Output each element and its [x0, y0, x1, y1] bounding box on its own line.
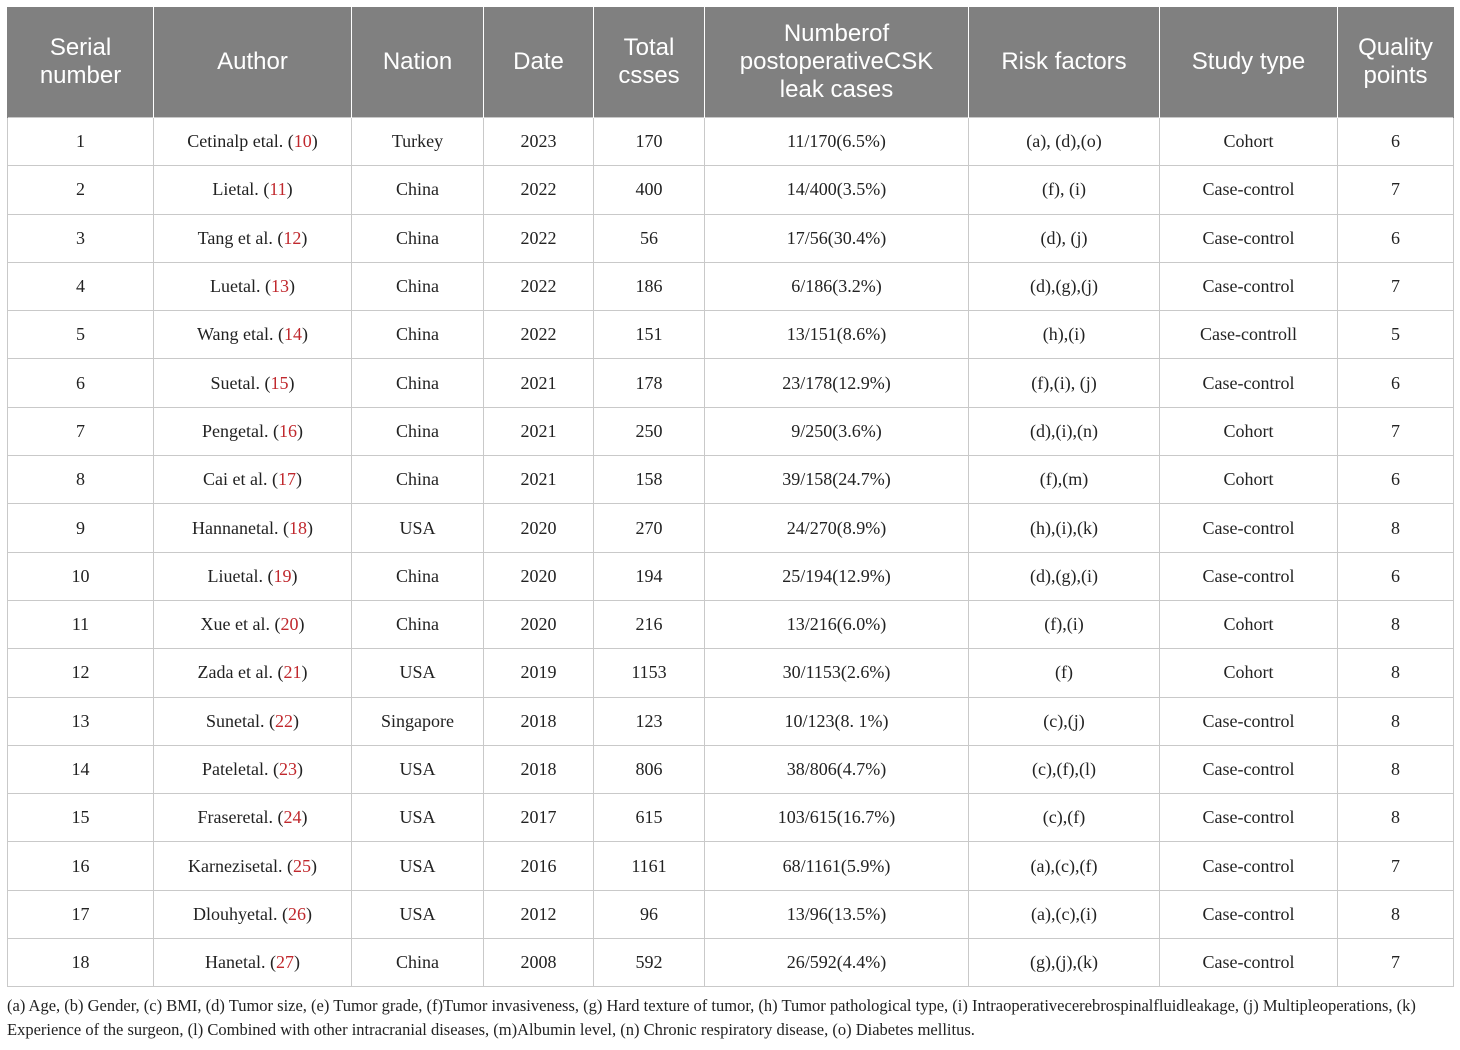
author-name: Zada et al.: [197, 662, 273, 683]
author-name: Lietal.: [212, 179, 259, 200]
total-cases-cell: 178: [594, 359, 705, 407]
date-cell: 2020: [484, 600, 594, 648]
nation-cell: China: [352, 214, 484, 262]
nation-cell: USA: [352, 504, 484, 552]
author-name: Karnezisetal.: [188, 855, 283, 876]
reference-link[interactable]: 27: [275, 952, 294, 973]
header-study-type: Study type: [1160, 7, 1338, 118]
study-type-cell: Case-control: [1160, 890, 1338, 938]
total-cases-cell: 1153: [594, 649, 705, 697]
table-row: [8, 745, 1454, 793]
author-cell: Lietal. (11): [154, 166, 352, 214]
table-header: [8, 7, 1454, 118]
reference-link[interactable]: 18: [288, 517, 307, 538]
date-cell: 2022: [484, 166, 594, 214]
author-name: Pateletal.: [202, 759, 269, 779]
quality-points-cell: 8: [1338, 649, 1454, 697]
quality-points-cell: 6: [1338, 552, 1454, 600]
header-nation: Nation: [352, 7, 484, 118]
serial-number-cell: 11: [8, 600, 154, 648]
nation-cell: China: [352, 311, 484, 359]
date-cell: 2022: [484, 214, 594, 262]
total-cases-cell: 250: [594, 407, 705, 455]
study-table-container: [7, 7, 1453, 987]
nation-cell: China: [352, 359, 484, 407]
study-type-cell: Case-control: [1160, 552, 1338, 600]
leak-cases-cell: 30/1153(2.6%): [705, 649, 969, 697]
nation-cell: USA: [352, 649, 484, 697]
author-cell: Tang et al. (12): [154, 214, 352, 262]
author-cell: Hannanetal. (18): [154, 504, 352, 552]
table-row: [8, 552, 1454, 600]
author-cell: Xue et al. (20): [154, 600, 352, 648]
leak-cases-cell: 10/123(8. 1%): [705, 697, 969, 745]
risk-factors-cell: (d),(i),(n): [969, 407, 1160, 455]
serial-number-cell: 14: [8, 745, 154, 793]
quality-points-cell: 6: [1338, 456, 1454, 504]
author-name: Sunetal.: [206, 710, 265, 731]
leak-cases-cell: 14/400(3.5%): [705, 166, 969, 214]
reference-link[interactable]: 16: [278, 420, 297, 441]
quality-points-cell: 7: [1338, 939, 1454, 987]
date-cell: 2021: [484, 407, 594, 455]
author-name: Dlouhyetal.: [193, 903, 278, 924]
author-name: Xue et al.: [200, 614, 270, 635]
quality-points-cell: 8: [1338, 890, 1454, 938]
nation-cell: China: [352, 262, 484, 310]
study-type-cell: Case-control: [1160, 262, 1338, 310]
study-type-cell: Case-control: [1160, 745, 1338, 793]
header-leak-cases: Numberof postoperativeCSK leak cases: [705, 7, 969, 118]
leak-cases-cell: 13/216(6.0%): [705, 600, 969, 648]
serial-number-cell: 18: [8, 939, 154, 987]
risk-factors-cell: (h),(i): [969, 311, 1160, 359]
leak-cases-cell: 13/96(13.5%): [705, 890, 969, 938]
nation-cell: Singapore: [352, 697, 484, 745]
date-cell: 2021: [484, 359, 594, 407]
reference-link[interactable]: 22: [275, 710, 293, 731]
total-cases-cell: 158: [594, 456, 705, 504]
study-type-cell: Case-control: [1160, 359, 1338, 407]
table-row: [8, 649, 1454, 697]
table-row: [8, 794, 1454, 842]
risk-factors-cell: (c),(f),(l): [969, 745, 1160, 793]
date-cell: 2022: [484, 311, 594, 359]
quality-points-cell: 7: [1338, 166, 1454, 214]
reference-link[interactable]: 17: [277, 469, 296, 490]
quality-points-cell: 8: [1338, 794, 1454, 842]
reference-link[interactable]: 10: [293, 131, 312, 152]
leak-cases-cell: 25/194(12.9%): [705, 552, 969, 600]
serial-number-cell: 13: [8, 697, 154, 745]
leak-cases-cell: 9/250(3.6%): [705, 407, 969, 455]
date-cell: 2018: [484, 697, 594, 745]
quality-points-cell: 8: [1338, 745, 1454, 793]
header-author: Author: [154, 7, 352, 118]
date-cell: 2016: [484, 842, 594, 890]
table-row: [8, 456, 1454, 504]
author-name: Tang et al.: [197, 227, 273, 248]
quality-points-cell: 7: [1338, 407, 1454, 455]
table-row: [8, 166, 1454, 214]
table-body: [8, 118, 1454, 987]
date-cell: 2019: [484, 649, 594, 697]
risk-factors-cell: (h),(i),(k): [969, 504, 1160, 552]
table-row: [8, 842, 1454, 890]
study-type-cell: Cohort: [1160, 600, 1338, 648]
author-name: Wang etal.: [196, 324, 274, 345]
date-cell: 2008: [484, 939, 594, 987]
nation-cell: USA: [352, 745, 484, 793]
leak-cases-cell: 6/186(3.2%): [705, 262, 969, 310]
risk-factors-cell: (f), (i): [969, 166, 1160, 214]
table-row: [8, 697, 1454, 745]
total-cases-cell: 194: [594, 552, 705, 600]
quality-points-cell: 6: [1338, 214, 1454, 262]
leak-cases-cell: 68/1161(5.9%): [705, 842, 969, 890]
quality-points-cell: 8: [1338, 600, 1454, 648]
reference-link[interactable]: 13: [270, 276, 289, 297]
author-name: Hanetal.: [205, 952, 266, 973]
date-cell: 2021: [484, 456, 594, 504]
total-cases-cell: 96: [594, 890, 705, 938]
nation-cell: China: [352, 939, 484, 987]
risk-factors-cell: (c),(j): [969, 697, 1160, 745]
author-cell: Sunetal. (22): [154, 697, 352, 745]
author-name: Cai et al.: [203, 469, 268, 490]
risk-factors-cell: (a),(c),(i): [969, 890, 1160, 938]
risk-factors-cell: (g),(j),(k): [969, 939, 1160, 987]
total-cases-cell: 123: [594, 697, 705, 745]
reference-link[interactable]: 20: [280, 614, 299, 635]
date-cell: 2012: [484, 890, 594, 938]
author-cell: Zada et al. (21): [154, 649, 352, 697]
leak-cases-cell: 11/170(6.5%): [705, 118, 969, 166]
author-name: Luetal.: [210, 276, 261, 297]
risk-factors-cell: (a), (d),(o): [969, 118, 1160, 166]
reference-link[interactable]: 25: [292, 855, 311, 876]
reference-link[interactable]: 15: [270, 372, 289, 393]
study-type-cell: Cohort: [1160, 649, 1338, 697]
author-cell: Wang etal. (14): [154, 311, 352, 359]
study-type-cell: Cohort: [1160, 407, 1338, 455]
study-type-cell: Case-control: [1160, 794, 1338, 842]
total-cases-cell: 186: [594, 262, 705, 310]
study-type-cell: Case-control: [1160, 697, 1338, 745]
serial-number-cell: 12: [8, 649, 154, 697]
risk-factors-cell: (a),(c),(f): [969, 842, 1160, 890]
header-row: [8, 7, 1454, 118]
nation-cell: China: [352, 166, 484, 214]
risk-factors-cell: (f): [969, 649, 1160, 697]
table-row: [8, 118, 1454, 166]
total-cases-cell: 806: [594, 745, 705, 793]
author-cell: Cai et al. (17): [154, 456, 352, 504]
leak-cases-cell: 39/158(24.7%): [705, 456, 969, 504]
leak-cases-cell: 13/151(8.6%): [705, 311, 969, 359]
table-row: [8, 359, 1454, 407]
total-cases-cell: 151: [594, 311, 705, 359]
serial-number-cell: 9: [8, 504, 154, 552]
leak-cases-cell: 23/178(12.9%): [705, 359, 969, 407]
nation-cell: Turkey: [352, 118, 484, 166]
leak-cases-cell: 17/56(30.4%): [705, 214, 969, 262]
author-cell: Suetal. (15): [154, 359, 352, 407]
study-type-cell: Case-control: [1160, 939, 1338, 987]
study-type-cell: Case-control: [1160, 166, 1338, 214]
risk-factors-cell: (f),(i), (j): [969, 359, 1160, 407]
study-characteristics-table: [7, 7, 1454, 987]
total-cases-cell: 1161: [594, 842, 705, 890]
author-cell: Liuetal. (19): [154, 552, 352, 600]
quality-points-cell: 8: [1338, 504, 1454, 552]
header-quality-points: Quality points: [1338, 7, 1454, 118]
table-row: [8, 262, 1454, 310]
total-cases-cell: 56: [594, 214, 705, 262]
serial-number-cell: 7: [8, 407, 154, 455]
nation-cell: China: [352, 456, 484, 504]
reference-link[interactable]: 21: [283, 662, 302, 683]
study-type-cell: Cohort: [1160, 118, 1338, 166]
author-cell: Cetinalp etal. (10): [154, 118, 352, 166]
study-type-cell: Case-control: [1160, 842, 1338, 890]
author-cell: Pengetal. (16): [154, 407, 352, 455]
author-name: Liuetal.: [207, 565, 263, 586]
quality-points-cell: 5: [1338, 311, 1454, 359]
study-type-cell: Case-controll: [1160, 311, 1338, 359]
nation-cell: China: [352, 407, 484, 455]
table-row: [8, 600, 1454, 648]
risk-factors-cell: (c),(f): [969, 794, 1160, 842]
serial-number-cell: 3: [8, 214, 154, 262]
table-row: [8, 407, 1454, 455]
header-risk-factors: Risk factors: [969, 7, 1160, 118]
date-cell: 2023: [484, 118, 594, 166]
table-row: [8, 890, 1454, 938]
total-cases-cell: 615: [594, 794, 705, 842]
author-cell: Fraseretal. (24): [154, 794, 352, 842]
total-cases-cell: 270: [594, 504, 705, 552]
date-cell: 2022: [484, 262, 594, 310]
serial-number-cell: 17: [8, 890, 154, 938]
author-name: Hannanetal.: [192, 517, 279, 538]
reference-link[interactable]: 12: [283, 227, 302, 248]
date-cell: 2017: [484, 794, 594, 842]
table-row: [8, 939, 1454, 987]
reference-link[interactable]: 26: [287, 903, 306, 924]
reference-link[interactable]: 14: [284, 324, 303, 345]
serial-number-cell: 1: [8, 118, 154, 166]
table-row: [8, 311, 1454, 359]
author-cell: Hanetal. (27): [154, 939, 352, 987]
serial-number-cell: 5: [8, 311, 154, 359]
quality-points-cell: 6: [1338, 118, 1454, 166]
total-cases-cell: 592: [594, 939, 705, 987]
leak-cases-cell: 24/270(8.9%): [705, 504, 969, 552]
leak-cases-cell: 103/615(16.7%): [705, 794, 969, 842]
serial-number-cell: 15: [8, 794, 154, 842]
header-date: Date: [484, 7, 594, 118]
quality-points-cell: 7: [1338, 842, 1454, 890]
nation-cell: USA: [352, 794, 484, 842]
leak-cases-cell: 38/806(4.7%): [705, 745, 969, 793]
table-footnote: (a) Age, (b) Gender, (c) BMI, (d) Tumor size, (e) Tumor grade, (f)Tumor invasiveness, (g) Hard texture of tumor, (h) Tumor pathological type, (i) Intraoperativecerebrospinalfluidleakage, (j) Multipleoperations, (k) Experience of the surgeon, (l) Combined with other intracranial diseases, (m)Albumin level, (n) Chronic respiratory disease, (o) Diabetes mellitus.: [7, 996, 1416, 1039]
date-cell: 2018: [484, 745, 594, 793]
table-row: [8, 214, 1454, 262]
total-cases-cell: 216: [594, 600, 705, 648]
header-serial-number: Serial number: [8, 7, 154, 118]
risk-factors-cell: (d),(g),(j): [969, 262, 1160, 310]
serial-number-cell: 2: [8, 166, 154, 214]
nation-cell: China: [352, 600, 484, 648]
risk-factors-cell: (f),(i): [969, 600, 1160, 648]
author-cell: Dlouhyetal. (26): [154, 890, 352, 938]
nation-cell: USA: [352, 890, 484, 938]
reference-link[interactable]: 24: [283, 807, 302, 828]
reference-link[interactable]: 19: [273, 565, 292, 586]
quality-points-cell: 6: [1338, 359, 1454, 407]
header-total-cases: Total csses: [594, 7, 705, 118]
author-cell: Pateletal. (23): [154, 745, 352, 793]
serial-number-cell: 4: [8, 262, 154, 310]
leak-cases-cell: 26/592(4.4%): [705, 939, 969, 987]
nation-cell: China: [352, 552, 484, 600]
quality-points-cell: 7: [1338, 262, 1454, 310]
risk-factors-cell: (d),(g),(i): [969, 552, 1160, 600]
risk-factors-cell: (d), (j): [969, 214, 1160, 262]
risk-factors-cell: (f),(m): [969, 456, 1160, 504]
reference-link[interactable]: 23: [278, 759, 297, 779]
author-cell: Karnezisetal. (25): [154, 842, 352, 890]
author-name: Cetinalp etal.: [187, 131, 284, 152]
serial-number-cell: 16: [8, 842, 154, 890]
serial-number-cell: 6: [8, 359, 154, 407]
study-type-cell: Case-control: [1160, 214, 1338, 262]
study-type-cell: Cohort: [1160, 456, 1338, 504]
date-cell: 2020: [484, 552, 594, 600]
author-name: Pengetal.: [202, 420, 269, 441]
serial-number-cell: 8: [8, 456, 154, 504]
study-type-cell: Case-control: [1160, 504, 1338, 552]
author-name: Fraseretal.: [197, 807, 273, 828]
total-cases-cell: 400: [594, 166, 705, 214]
nation-cell: USA: [352, 842, 484, 890]
quality-points-cell: 8: [1338, 697, 1454, 745]
author-cell: Luetal. (13): [154, 262, 352, 310]
serial-number-cell: 10: [8, 552, 154, 600]
reference-link[interactable]: 11: [269, 179, 287, 200]
total-cases-cell: 170: [594, 118, 705, 166]
author-name: Suetal.: [210, 372, 260, 393]
table-row: [8, 504, 1454, 552]
date-cell: 2020: [484, 504, 594, 552]
